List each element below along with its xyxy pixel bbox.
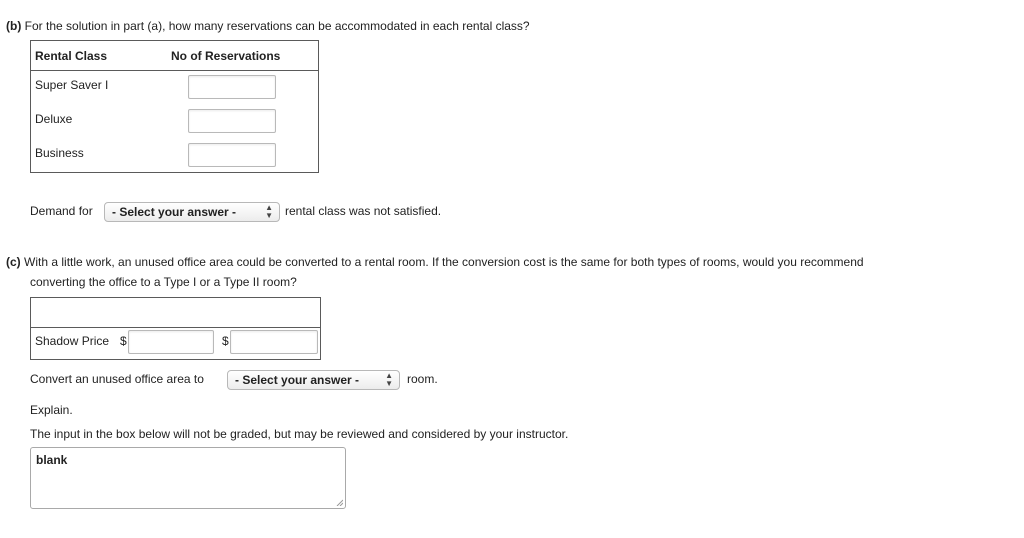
part-b-question-text: For the solution in part (a), how many reservations can be accommodated in each rental class? [24,19,530,33]
part-b-question [6,19,530,33]
type-ii-currency: $ [222,334,229,348]
part-c-question-line2: converting the office to a Type I or a Type II room? [30,275,297,289]
ungraded-note: The input in the box below will not be graded, but may be reviewed and considered by your instructor. [30,427,569,441]
convert-prefix: Convert an unused office area to [30,372,204,386]
rental-class-label: Deluxe [35,112,73,126]
shadow-price-table [30,297,321,360]
rental-class-column-header: Rental Class [35,49,108,63]
convert-select-value: - Select your answer - [235,373,360,387]
demand-prefix: Demand for [30,204,93,218]
business-reservations-input[interactable] [188,143,276,167]
type-ii-shadow-price-input[interactable] [230,330,318,354]
type-i-shadow-price-input[interactable] [128,330,214,354]
select-arrows-icon: ▲ ▼ [385,371,393,388]
part-c-question-line1 [6,255,864,269]
part-b-label: (b) [6,19,22,33]
reservations-table-header [31,41,318,71]
reservations-column-header: No of Reservations [171,49,281,63]
shadow-price-label: Shadow Price [35,334,110,348]
rental-class-label: Business [35,146,84,160]
convert-suffix: room. [407,372,438,386]
rental-class-label: Super Saver I [35,78,109,92]
deluxe-reservations-input[interactable] [188,109,276,133]
select-arrows-icon: ▲ ▼ [265,203,273,220]
explanation-text: blank [36,453,68,467]
part-c-label: (c) [6,255,21,269]
type-i-currency: $ [120,334,127,348]
demand-select-value: - Select your answer - [112,205,237,219]
reservations-table [30,40,319,173]
demand-suffix: rental class was not satisfied. [285,204,442,218]
demand-sentence [30,204,93,218]
shadow-price-table-header [31,298,320,328]
super-saver-reservations-input[interactable] [188,75,276,99]
part-c-question-text: With a little work, an unused office area could be converted to a rental room. If the conversion cost is the same for both types of rooms, would you recommend [24,255,864,269]
explanation-textarea[interactable] [30,447,346,509]
demand-rental-class-select[interactable] [104,202,280,222]
convert-room-type-select[interactable] [227,370,400,390]
explain-label: Explain. [30,403,73,417]
resize-grip-icon[interactable] [336,499,343,506]
